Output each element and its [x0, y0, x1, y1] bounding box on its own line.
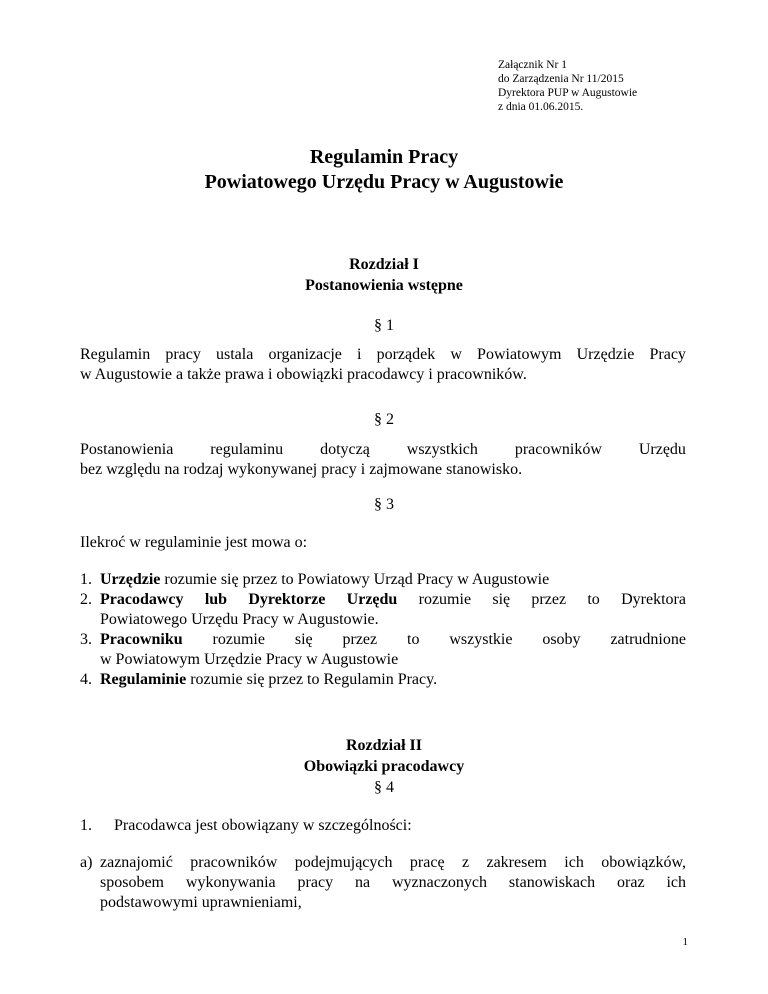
word: podejmujących [294, 854, 393, 871]
annex-line: Załącznik Nr 1 [498, 59, 567, 71]
chapter-name: Obowiązki pracodawcy [303, 758, 465, 775]
chapter-1-heading [0, 254, 768, 296]
word: się [492, 591, 511, 608]
defined-term-word: lub [204, 591, 228, 608]
justified-line [80, 440, 686, 460]
word: przez [342, 631, 378, 648]
item-line: w Powiatowym Urzędzie Pracy w Augustowie [100, 651, 399, 668]
paragraph-2-text [80, 440, 686, 480]
word: Powiatowym [477, 346, 562, 363]
item-line [100, 570, 686, 590]
word: rozumie [212, 631, 265, 648]
word: na [354, 874, 371, 891]
word: Urzędzie [576, 346, 635, 363]
word: obowiązków, [601, 854, 686, 871]
word: wszystkie [449, 631, 513, 648]
annex-line: Dyrektora PUP w Augustowie [498, 87, 638, 99]
word: przez [531, 591, 567, 608]
defined-term-word: Dyrektorze [248, 591, 326, 608]
word: Urzędu [638, 441, 686, 458]
item-line: Powiatowego Urzędu Pracy w Augustowie. [100, 611, 379, 628]
definition-text: rozumie się przez to Regulamin Pracy. [186, 671, 438, 688]
definitions-list [80, 570, 686, 690]
word: oraz [617, 874, 645, 891]
list-number: 1. [80, 817, 92, 834]
defined-term: Regulaminie [100, 671, 187, 688]
page-number: 1 [682, 936, 688, 948]
paragraph-1-text [80, 345, 686, 385]
word: wykonywania [185, 874, 276, 891]
word: to [587, 591, 600, 608]
word: stanowiskach [508, 874, 596, 891]
word: z [461, 854, 470, 871]
annex-line: do Zarządzenia Nr 11/2015 [498, 73, 624, 85]
word: porządek [376, 346, 436, 363]
item-line: Pracodawca jest obowiązany w szczególności: [114, 817, 412, 834]
list-item [80, 590, 686, 630]
word: ich [666, 874, 686, 891]
word: regulaminu [210, 441, 284, 458]
document-title [0, 145, 768, 195]
defined-term-word: Pracodawcy [100, 591, 184, 608]
item-line [100, 590, 686, 610]
word: pracy [297, 874, 334, 891]
justified-line [80, 345, 686, 365]
definition-text: rozumie się przez to Powiatowy Urząd Pracy w Augustowie [160, 571, 550, 588]
list-item [80, 853, 686, 913]
word: wyznaczonych [391, 874, 488, 891]
list-number: 3. [80, 631, 92, 648]
list-number: 4. [80, 671, 92, 688]
paragraph-sign-2: § 2 [374, 411, 394, 428]
word: pracowników [190, 854, 278, 871]
item-line [100, 873, 686, 893]
word: sposobem [100, 874, 164, 891]
list-number: 2. [80, 591, 92, 608]
word: pracę [409, 854, 445, 871]
word: ich [564, 854, 584, 871]
list-number: 1. [80, 571, 92, 588]
word: Postanowienia [80, 441, 174, 458]
word: wszystkich [406, 441, 478, 458]
word: zaznajomić [100, 854, 173, 871]
defined-term: Pracowniku [100, 631, 183, 648]
annex-note [498, 58, 637, 114]
paragraph-3-intro: Ilekroć w regulaminie jest mowa o: [80, 534, 308, 551]
list-letter: a) [80, 854, 93, 871]
word: dotyczą [320, 441, 370, 458]
annex-line: z dnia 01.06.2015. [498, 101, 584, 113]
word: osoby [542, 631, 581, 648]
word: w [450, 346, 462, 363]
text-line: w Augustowie a także prawa i obowiązki pracodawcy i pracowników. [80, 366, 527, 383]
word: Regulamin [80, 346, 151, 363]
obligations-list [80, 816, 686, 836]
word: Dyrektora [621, 591, 686, 608]
word: zakresem [486, 854, 547, 871]
list-item [80, 816, 686, 836]
defined-term-word: Urzędu [346, 591, 398, 608]
word: organizacje [268, 346, 342, 363]
word: pracowników [514, 441, 602, 458]
word: zatrudnione [610, 631, 686, 648]
paragraph-sign-1: § 1 [374, 317, 394, 334]
chapter-name: Postanowienia wstępne [305, 277, 463, 294]
word: pracy [165, 346, 201, 363]
title-line-1: Regulamin Pracy [309, 146, 459, 168]
word: rozumie [418, 591, 472, 608]
item-line [100, 853, 686, 873]
title-line-2: Powiatowego Urzędu Pracy w Augustowie [204, 171, 564, 193]
word: Pracy [649, 346, 686, 363]
list-item [80, 630, 686, 670]
paragraph-sign-4: § 4 [374, 779, 394, 796]
defined-term: Urzędzie [100, 571, 161, 588]
word: i [357, 346, 362, 363]
item-line: podstawowymi uprawnieniami, [100, 894, 302, 911]
chapter-2-heading [0, 735, 768, 777]
item-line [100, 630, 686, 650]
list-item [80, 570, 686, 590]
sub-list [80, 853, 686, 913]
chapter-number: Rozdział II [346, 737, 422, 754]
text-line: bez względu na rodzaj wykonywanej pracy i zajmowane stanowisko. [80, 461, 523, 478]
word: to [407, 631, 420, 648]
word: ustala [216, 346, 254, 363]
item-line [100, 670, 686, 690]
paragraph-sign-3: § 3 [374, 496, 394, 513]
list-item [80, 670, 686, 690]
chapter-number: Rozdział I [349, 256, 419, 273]
word: się [294, 631, 313, 648]
